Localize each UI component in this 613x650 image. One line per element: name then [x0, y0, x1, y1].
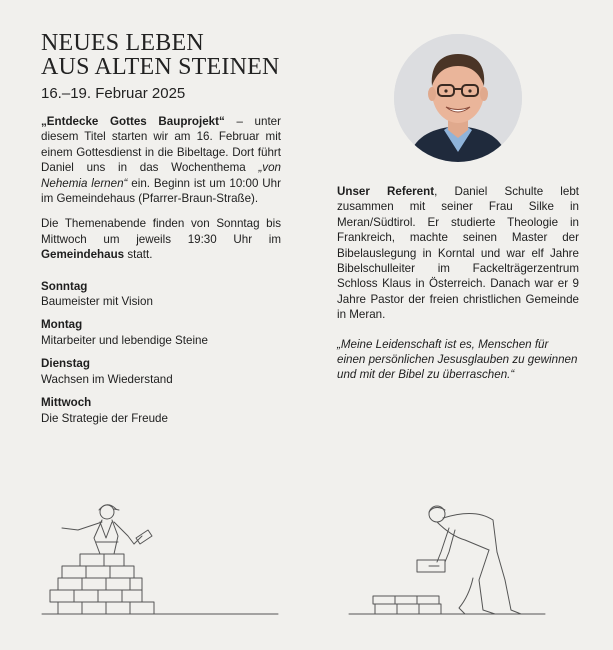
intro-text-b: ein. Beginn ist um 10:00 Uhr im Gemeindehaus (Pfarrer-Braun-Straße).	[41, 176, 281, 206]
schedule-topic: Die Strategie der Freude	[41, 411, 168, 425]
week-theme: „von Nehemia lernen“	[41, 161, 281, 190]
schedule-item-monday	[41, 317, 281, 348]
schedule-topic: Mitarbeiter und lebendige Steine	[41, 333, 208, 347]
evenings-text-b: statt.	[124, 248, 153, 262]
schedule-topic: Wachsen im Wiederstand	[41, 372, 173, 386]
left-column	[41, 114, 281, 434]
event-date: 16.–19. Februar 2025	[41, 85, 186, 102]
schedule-day: Mittwoch	[41, 396, 92, 410]
page-title	[41, 31, 280, 79]
right-column	[337, 184, 579, 393]
schedule-item-sunday	[41, 279, 281, 310]
speaker-label: Unser Referent	[337, 185, 435, 198]
evenings-location: Gemeindehaus	[41, 248, 125, 262]
evenings-paragraph	[41, 216, 281, 262]
speaker-bio-text: , Daniel Schulte lebt zusammen mit seiner Frau Silke in Meran/Südtirol. Er studierte Theologie in Frankreich, machte seinen Master der Bibelauslegung in Korntal und war elf Jahre Bibelschulleiter im Fackelträgerzentrum Schloss Klaus in Österreich. Danach war er 9 Jahre Pastor der freien christlichen Gemeinde in Meran.	[337, 185, 579, 322]
speaker-photo	[394, 34, 522, 162]
intro-text-a: – unter diesem Titel starten wir am 16. Februar mit einem Gottesdienst in die Bibeltage. Dort führt Daniel uns in das Wochenthema	[41, 115, 281, 175]
speaker-portrait-illustration	[394, 34, 522, 162]
schedule-item-wednesday	[41, 395, 281, 426]
title-line-1: NEUES LEBEN	[41, 30, 204, 56]
project-title: „Entdecke Gottes Bauprojekt“	[41, 115, 225, 128]
schedule-item-tuesday	[41, 356, 281, 387]
speaker-bio	[337, 184, 579, 323]
speaker-quote: „Meine Leidenschaft ist es, Menschen für einen persönlichen Jesusglauben zu gewinnen und mit der Bibel zu überraschen.“	[337, 337, 578, 382]
evenings-text-a: Die Themenabende finden von Sonntag bis Mittwoch um jeweils 19:30 Uhr im	[41, 217, 281, 246]
title-line-2: AUS ALTEN STEINEN	[41, 54, 280, 80]
mason-illustration	[345, 500, 550, 620]
schedule-day: Sonntag	[41, 279, 88, 293]
schedule-topic: Baumeister mit Vision	[41, 295, 153, 309]
schedule-day: Montag	[41, 318, 83, 332]
schedule-day: Dienstag	[41, 357, 90, 371]
intro-paragraph	[41, 114, 281, 206]
bricklayer-illustration	[40, 498, 280, 616]
